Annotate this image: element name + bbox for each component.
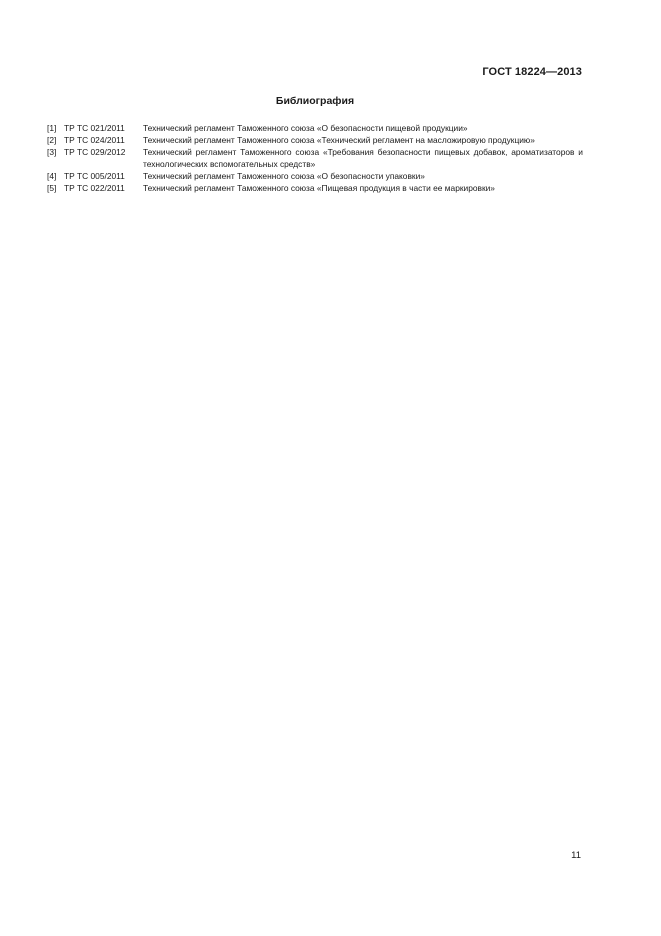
entry-number: [2] xyxy=(47,135,57,145)
entry-code: ТР ТС 024/2011 xyxy=(64,135,125,145)
entry-text: Технический регламент Таможенного союза «О безопасности упаковки» xyxy=(143,171,425,181)
document-code: ГОСТ 18224—2013 xyxy=(482,66,582,78)
entry-code: ТР ТС 005/2011 xyxy=(64,171,125,181)
bibliography-entry xyxy=(47,146,583,170)
section-title: Библиография xyxy=(275,95,355,107)
bibliography-entry xyxy=(47,122,583,134)
entry-number: [1] xyxy=(47,123,57,133)
entry-code: ТР ТС 021/2011 xyxy=(64,123,125,133)
bibliography-entry xyxy=(47,170,583,182)
entry-text: Технический регламент Таможенного союза «О безопасности пищевой продукции» xyxy=(143,123,468,133)
entry-code: ТР ТС 022/2011 xyxy=(64,183,125,193)
bibliography-entry xyxy=(47,134,583,146)
entry-number: [4] xyxy=(47,171,57,181)
entry-text: Технический регламент Таможенного союза «Требования безопасности пищевых добавок, ароматизаторов и технологических вспомогательных средств» xyxy=(143,147,583,169)
entry-text: Технический регламент Таможенного союза «Технический регламент на масложировую продукцию» xyxy=(143,135,535,145)
entry-number: [5] xyxy=(47,183,57,193)
entry-text: Технический регламент Таможенного союза «Пищевая продукция в части ее маркировки» xyxy=(143,183,495,193)
entry-number: [3] xyxy=(47,147,57,157)
bibliography-entry xyxy=(47,182,583,194)
bibliography-list xyxy=(47,122,583,194)
entry-code: ТР ТС 029/2012 xyxy=(64,147,126,157)
page-number: 11 xyxy=(571,850,581,861)
